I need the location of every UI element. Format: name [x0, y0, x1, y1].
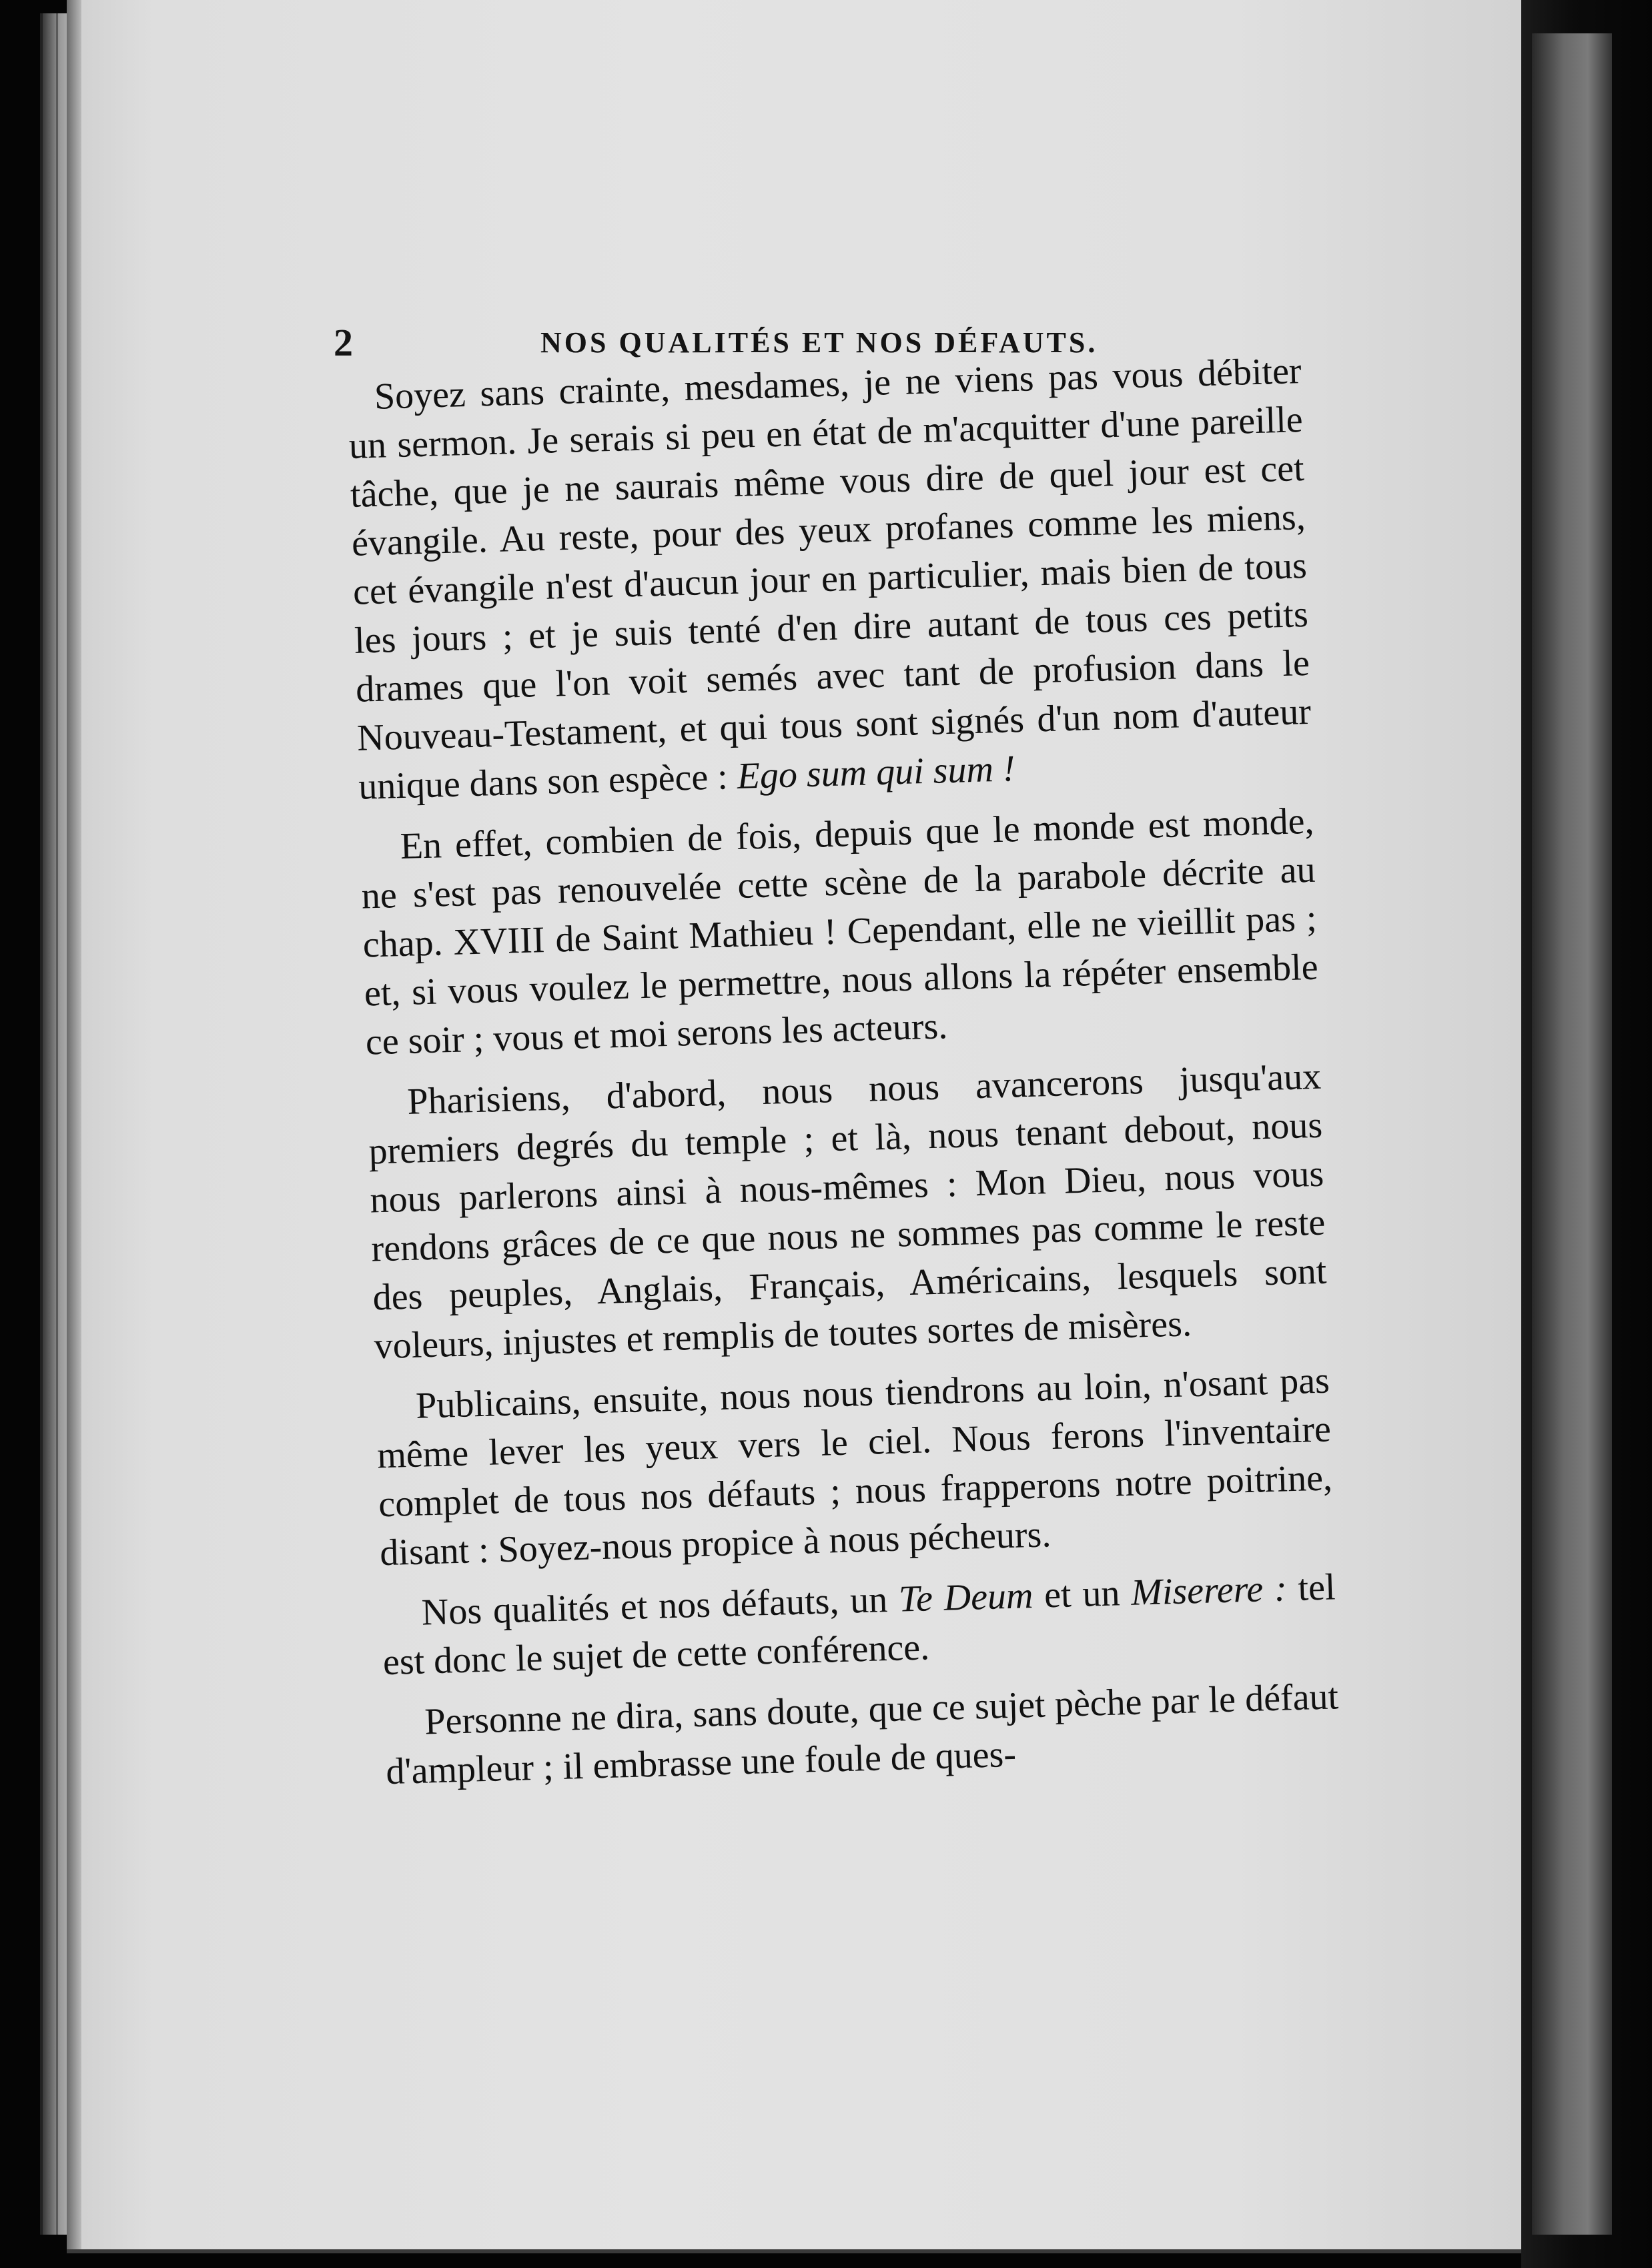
- paragraph: [347, 347, 1313, 812]
- paragraph-text: Soyez sans crainte, mesdames, je ne viens pas vous débiter un sermon. Je serais si peu en état de m'acquitter d'une pareille tâche, que je ne saurais même vous dire de quel jour est cet évangile. Au reste, pour des yeux profanes comme les miens, cet évangile n'est d'aucun jour en particulier, mais bien de tous les jours ; et je suis tenté d'en dire autant de tous ces petits drames que l'on voit semés avec tant de profusion dans le Nouveau-Testament, et qui tous sont signés d'un nom d'auteur unique dans son espèce :: [348, 350, 1312, 808]
- paragraph-text: Publicains, ensuite, nous nous tiendrons au loin, n'osant pas même lever les yeux vers le ciel. Nous ferons l'inventaire complet de tous nos défauts ; nous frapperons notre poitrine, disant : Soyez-nous propice à nous pécheurs.: [376, 1359, 1333, 1574]
- paragraph: [384, 1672, 1341, 1796]
- paragraph-text: tel est donc le sujet de cette conférence.: [382, 1566, 1336, 1684]
- body-text: [347, 347, 1341, 1808]
- paragraph-text: En effet, combien de fois, depuis que le monde est monde, ne s'est pas renouvelée cette scène de la parabole décrite au chap. XVIII de Saint Mathieu ! Cependant, elle ne vieillit pas ; et, si vous voulez le permettre, nous allons la répéter ensemble ce soir ; vous et moi serons les acteurs.: [361, 800, 1319, 1063]
- facing-page-edge: [1532, 33, 1612, 2235]
- paragraph-italic: Miserere :: [1130, 1568, 1288, 1614]
- paragraph-text: et un: [1044, 1572, 1121, 1616]
- page-number: 2: [334, 321, 353, 364]
- page-spine-shadow: [67, 0, 81, 2249]
- paragraph-text: Pharisiens, d'abord, nous nous avancerons jusqu'aux premiers degrés du temple ; et là, nous tenant debout, nous nous parlerons ainsi à nous-mêmes : Mon Dieu, nous vous rendons grâces de ce que nous ne sommes pas comme le reste des peuples, Anglais, Français, Américains, lesquels sont voleurs, injustes et remplis de toutes sortes de misères.: [368, 1055, 1328, 1367]
- paragraph-text: Personne ne dira, sans doute, que ce sujet pèche par le défaut d'ampleur ; il embrasse une foule de ques-: [385, 1676, 1339, 1793]
- paragraph-italic: Te Deum: [898, 1575, 1034, 1620]
- paragraph: [375, 1356, 1334, 1578]
- paragraph-text: Nos qualités et nos défauts, un: [421, 1579, 889, 1634]
- paragraph-italic: Ego sum qui sum !: [736, 748, 1016, 797]
- paragraph: [381, 1563, 1338, 1687]
- paragraph: [360, 797, 1320, 1067]
- running-title: NOS QUALITÉS ET NOS DÉFAUTS.: [540, 326, 1098, 359]
- paragraph: [367, 1053, 1329, 1371]
